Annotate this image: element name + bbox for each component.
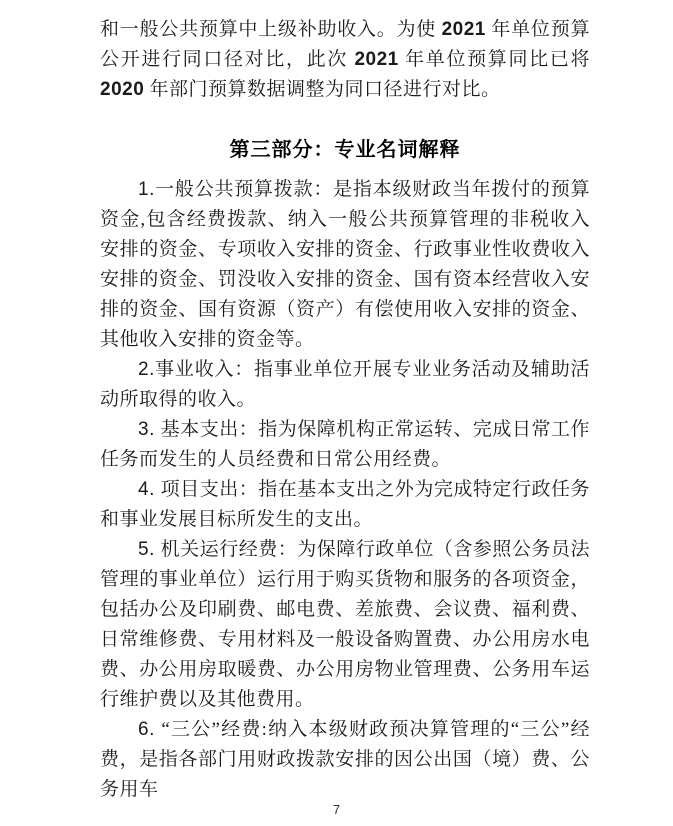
term-item-1: 1.一般公共预算拨款：是指本级财政当年拨付的预算资金,包含经费拨款、纳入一般公共预算管理的非税收入安排的资金、专项收入安排的资金、行政事业性收费收入安排的资金、罚没收入安排的资金、国有资本经营收入安排的资金、国有资源（资产）有偿使用收入安排的资金、其他收入安排的资金等。 [100, 179, 590, 350]
intro-paragraph: 和一般公共预算中上级补助收入。为使 2021 年单位预算公开进行同口径对比，此次 2021 年单位预算同比已将 2020 年部门预算数据调整为同口径进行对比。 [100, 19, 590, 100]
section-heading: 第三部分：专业名词解释 [229, 139, 461, 161]
document-body [100, 15, 590, 805]
term-item-6: 6. “三公”经费:纳入本级财政预决算管理的“三公”经费，是指各部门用财政拨款安排的因公出国（境）费、公务用车 [100, 719, 591, 800]
page-number: 7 [332, 802, 341, 817]
term-item-3: 3. 基本支出：指为保障机构正常运转、完成日常工作任务而发生的人员经费和日常公用经费。 [100, 419, 591, 470]
term-item-4: 4. 项目支出：指在基本支出之外为完成特定行政任务和事业发展目标所发生的支出。 [100, 479, 591, 530]
term-item-5: 5. 机关运行经费：为保障行政单位（含参照公务员法管理的事业单位）运行用于购买货物和服务的各项资金，包括办公及印刷费、邮电费、差旅费、会议费、福利费、日常维修费、专用材料及一般设备购置费、办公用房水电费、办公用房取暖费、办公用房物业管理费、公务用车运行维护费以及其他费用。 [100, 539, 591, 710]
term-item-2: 2.事业收入：指事业单位开展专业业务活动及辅助活动所取得的收入。 [100, 359, 590, 410]
